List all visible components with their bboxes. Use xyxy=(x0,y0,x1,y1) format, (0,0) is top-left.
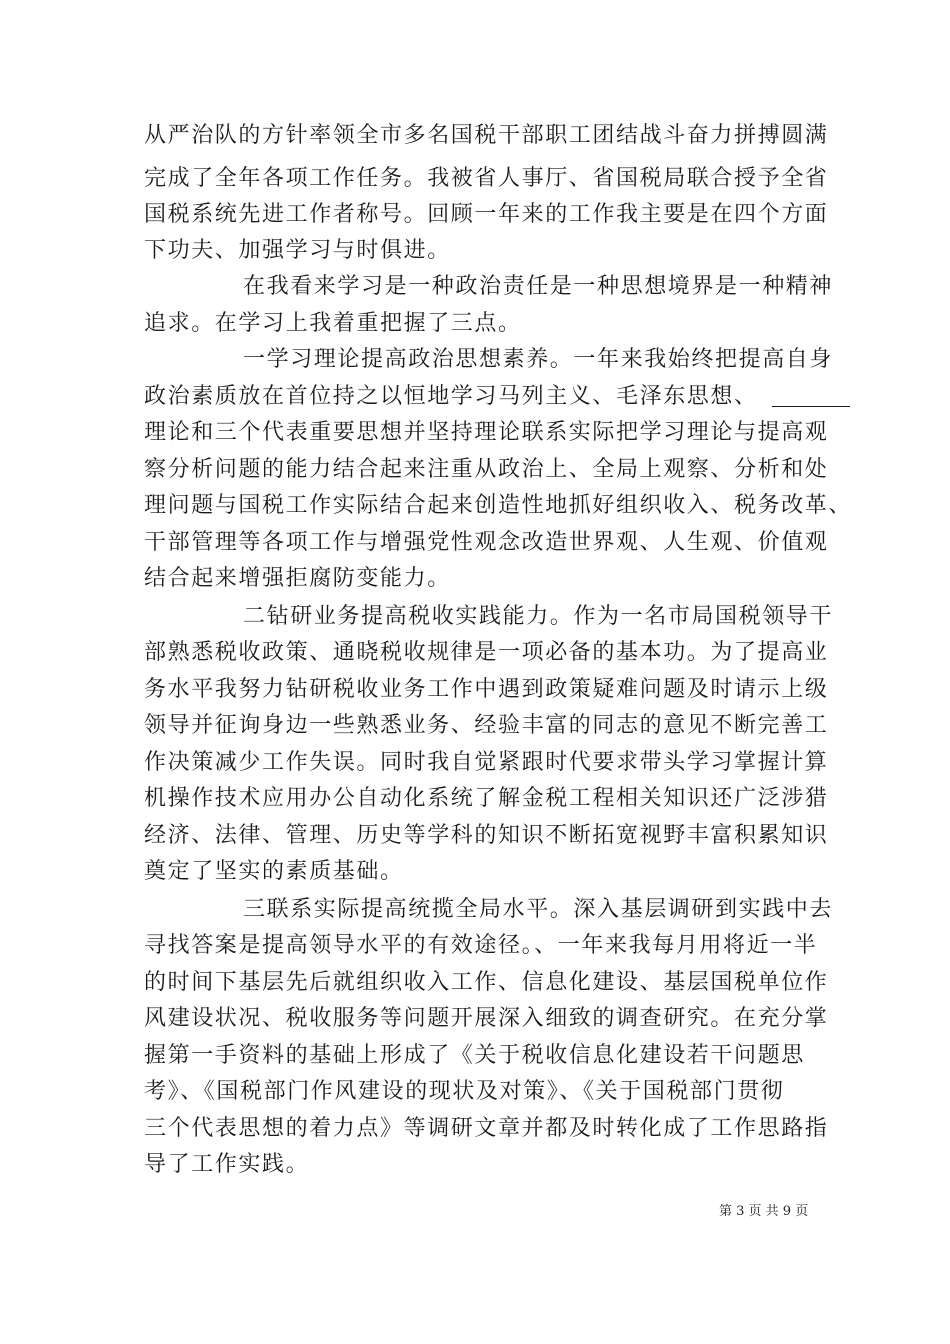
text-line: 国税系统先进工作者称号。回顾一年来的工作我主要是在四个方面 xyxy=(144,202,829,227)
text-line: 务水平我努力钻研税收业务工作中遇到政策疑难问题及时请示上级 xyxy=(144,677,829,702)
paragraph-first-line: 一学习理论提高政治思想素养。一年来我始终把提高自身 xyxy=(243,347,834,372)
text-line: 寻找答案是提高领导水平的有效途径。、一年来我每月用将近一半 xyxy=(144,933,818,958)
text-line: 完成了全年各项工作任务。我被省人事厅、省国税局联合授予全省 xyxy=(144,166,829,191)
text-line: 三个代表思想的着力点》等调研文章并都及时转化成了工作思路指 xyxy=(144,1116,829,1141)
text-line: 的时间下基层先后就组织收入工作、信息化建设、基层国税单位作 xyxy=(144,970,829,995)
text-line: 部熟悉税收政策、通晓税收规律是一项必备的基本功。为了提高业 xyxy=(144,640,829,665)
text-line: 追求。在学习上我着重把握了三点。 xyxy=(144,311,522,336)
text-line: 领导并征询身边一些熟悉业务、经验丰富的同志的意见不断完善工 xyxy=(144,713,829,738)
text-line: 干部管理等各项工作与增强党性观念改造世界观、人生观、价值观 xyxy=(144,530,829,555)
text-line: 结合起来增强拒腐防变能力。 xyxy=(144,566,451,591)
text-line: 经济、法律、管理、历史等学科的知识不断拓宽视野丰富积累知识 xyxy=(144,823,829,848)
text-line: 握第一手资料的基础上形成了《关于税收信息化建设若干问题思 xyxy=(144,1043,805,1068)
text-line: 理问题与国税工作实际结合起来创造性地抓好组织收入、税务改革、 xyxy=(144,493,853,518)
paragraph-first-line: 三联系实际提高统揽全局水平。深入基层调研到实践中去 xyxy=(243,897,834,922)
text-line: 风建设状况、税收服务等问题开展深入细致的调查研究。在充分掌 xyxy=(144,1006,829,1031)
paragraph-first-line: 在我看来学习是一种政治责任是一种思想境界是一种精神 xyxy=(243,274,834,299)
text-line: 奠定了坚实的素质基础。 xyxy=(144,859,404,884)
text-line: 考》、《国税部门作风建设的现状及对策》、《关于国税部门贯彻 xyxy=(144,1079,785,1104)
text-line-content: 政治素质放在首位持之以恒地学习马列主义、毛泽东思想、 xyxy=(144,384,758,409)
text-line-with-blank xyxy=(144,379,850,415)
text-line: 机操作技术应用办公自动化系统了解金税工程相关知识还广泛涉猎 xyxy=(144,786,829,811)
text-line: 下功夫、加强学习与时俱进。 xyxy=(144,238,451,263)
text-line: 察分析问题的能力结合起来注重从政治上、全局上观察、分析和处 xyxy=(144,457,829,482)
page-number: 第 3 页 共 9 页 xyxy=(719,1204,809,1219)
text-line: 作决策减少工作失误。同时我自觉紧跟时代要求带头学习掌握计算 xyxy=(144,750,829,775)
fill-in-blank xyxy=(772,384,850,407)
paragraph-first-line: 二钻研业务提高税收实践能力。作为一名市局国税领导干 xyxy=(243,604,834,629)
text-line: 导了工作实践。 xyxy=(144,1152,310,1177)
text-line: 从严治队的方针率领全市多名国税干部职工团结战斗奋力拼搏圆满 xyxy=(144,123,829,148)
text-line: 理论和三个代表重要思想并坚持理论联系实际把学习理论与提高观 xyxy=(144,420,829,445)
